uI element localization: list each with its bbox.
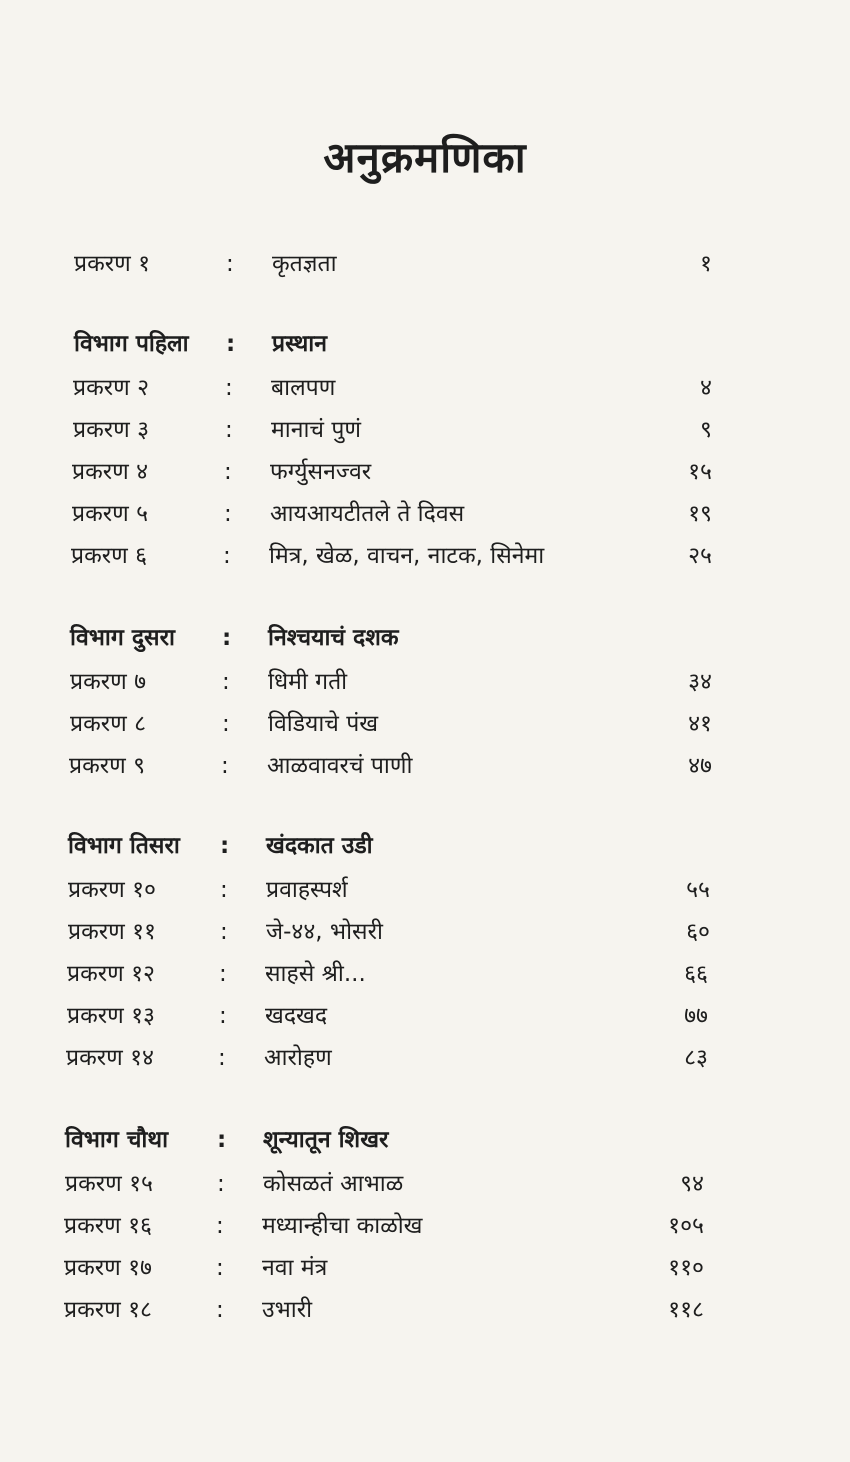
chapter-label: प्रकरण ४ <box>72 459 149 485</box>
separator-colon: : <box>216 1255 224 1281</box>
toc-chapter-row <box>68 870 710 910</box>
separator-colon: : <box>225 375 233 401</box>
page-number: ८३ <box>684 1045 708 1071</box>
page-number: ६० <box>686 919 710 945</box>
chapter-label: प्रकरण ३ <box>73 417 150 443</box>
toc-chapter-row <box>72 494 712 534</box>
toc-section-row <box>65 1120 706 1160</box>
toc-chapter-row <box>64 1248 704 1288</box>
page-number: २५ <box>688 543 712 569</box>
separator-colon: : <box>224 459 232 485</box>
page-title: अनुक्रमणिका <box>323 133 527 182</box>
toc-chapter-row <box>70 704 712 744</box>
chapter-title: कृतज्ञता <box>272 251 337 277</box>
toc-section-row <box>68 826 712 866</box>
section-label: विभाग तिसरा <box>68 833 180 859</box>
chapter-title: आळवावरचं पाणी <box>267 753 413 779</box>
chapter-label: प्रकरण १४ <box>66 1045 155 1071</box>
separator-colon: : <box>222 711 230 737</box>
page-number: ५५ <box>686 877 710 903</box>
separator-colon: : <box>219 961 227 987</box>
chapter-title: नवा मंत्र <box>262 1255 328 1281</box>
section-label: विभाग दुसरा <box>70 625 175 651</box>
toc-chapter-row <box>68 912 710 952</box>
page-number: ९ <box>700 417 712 443</box>
page-number: ४ <box>700 375 712 401</box>
chapter-label: प्रकरण ८ <box>70 711 147 737</box>
section-title: निश्चयाचं दशक <box>268 625 399 651</box>
chapter-title: मानाचं पुणं <box>271 417 362 443</box>
toc-chapter-row <box>64 1206 704 1246</box>
separator-colon: : <box>219 1003 227 1029</box>
toc-chapter-row <box>70 662 712 702</box>
toc-chapter-row <box>67 954 708 994</box>
page-number: ११० <box>668 1255 704 1281</box>
separator-colon: : <box>222 625 232 651</box>
chapter-title: आरोहण <box>264 1045 332 1071</box>
chapter-label: प्रकरण ६ <box>71 543 148 569</box>
page-number: १९ <box>688 501 712 527</box>
chapter-title: खदखद <box>265 1003 328 1029</box>
section-label: विभाग चौथा <box>65 1127 169 1153</box>
chapter-label: प्रकरण १ <box>74 251 151 277</box>
chapter-label: प्रकरण १७ <box>64 1255 153 1281</box>
chapter-title: मित्र, खेळ, वाचन, नाटक, सिनेमा <box>269 543 545 569</box>
separator-colon: : <box>225 417 233 443</box>
chapter-title: उभारी <box>262 1297 313 1323</box>
chapter-label: प्रकरण ९ <box>69 753 146 779</box>
page-number: ४१ <box>688 711 712 737</box>
separator-colon: : <box>221 753 229 779</box>
toc-chapter-row <box>73 368 712 408</box>
toc-chapter-row <box>72 452 712 492</box>
toc-chapter-row <box>71 536 712 576</box>
separator-colon: : <box>220 833 230 859</box>
chapter-label: प्रकरण ५ <box>72 501 149 527</box>
separator-colon: : <box>226 331 236 357</box>
chapter-title: कोसळतं आभाळ <box>263 1171 404 1197</box>
separator-colon: : <box>220 919 228 945</box>
separator-colon: : <box>223 543 231 569</box>
chapter-title: आयआयटीतले ते दिवस <box>270 501 465 527</box>
chapter-title: प्रवाहस्पर्श <box>266 877 348 903</box>
separator-colon: : <box>220 877 228 903</box>
page-number: ३४ <box>688 669 712 695</box>
chapter-title: धिमी गती <box>268 669 348 695</box>
section-title: खंदकात उडी <box>266 833 373 859</box>
chapter-label: प्रकरण ११ <box>68 919 157 945</box>
chapter-label: प्रकरण १३ <box>67 1003 156 1029</box>
toc-chapter-row <box>67 996 708 1036</box>
section-label: विभाग पहिला <box>74 331 189 357</box>
chapter-label: प्रकरण १६ <box>64 1213 153 1239</box>
chapter-label: प्रकरण १५ <box>65 1171 154 1197</box>
chapter-title: फर्ग्युसनज्वर <box>270 459 372 485</box>
separator-colon: : <box>217 1127 227 1153</box>
chapter-title: जे-४४, भोसरी <box>266 919 383 945</box>
toc-chapter-row <box>74 244 712 284</box>
page-number: १०५ <box>668 1213 704 1239</box>
toc-chapter-row <box>64 1290 704 1330</box>
toc-chapter-row <box>66 1038 708 1078</box>
separator-colon: : <box>226 251 234 277</box>
toc-section-row <box>70 618 712 658</box>
page-number: ११८ <box>668 1297 704 1323</box>
separator-colon: : <box>216 1213 224 1239</box>
page-number: १५ <box>688 459 712 485</box>
chapter-label: प्रकरण १२ <box>67 961 156 987</box>
chapter-label: प्रकरण २ <box>73 375 150 401</box>
separator-colon: : <box>224 501 232 527</box>
chapter-title: विडियाचे पंख <box>268 711 379 737</box>
chapter-title: बालपण <box>271 375 336 401</box>
separator-colon: : <box>222 669 230 695</box>
page-number: ७७ <box>684 1003 708 1029</box>
chapter-title: मध्यान्हीचा काळोख <box>262 1213 423 1239</box>
page-number: ९४ <box>680 1171 704 1197</box>
chapter-title: साहसे श्री... <box>265 961 366 987</box>
page-number: ६६ <box>684 961 708 987</box>
section-title: प्रस्थान <box>272 331 327 357</box>
page-number: १ <box>700 251 712 277</box>
section-title: शून्यातून शिखर <box>263 1127 389 1153</box>
toc-section-row <box>74 324 712 364</box>
chapter-label: प्रकरण १८ <box>64 1297 153 1323</box>
chapter-label: प्रकरण ७ <box>70 669 147 695</box>
separator-colon: : <box>217 1171 225 1197</box>
toc-chapter-row <box>73 410 712 450</box>
chapter-label: प्रकरण १० <box>68 877 157 903</box>
toc-chapter-row <box>69 746 712 786</box>
separator-colon: : <box>216 1297 224 1323</box>
separator-colon: : <box>218 1045 226 1071</box>
toc-chapter-row <box>65 1164 704 1204</box>
page-number: ४७ <box>688 753 712 779</box>
